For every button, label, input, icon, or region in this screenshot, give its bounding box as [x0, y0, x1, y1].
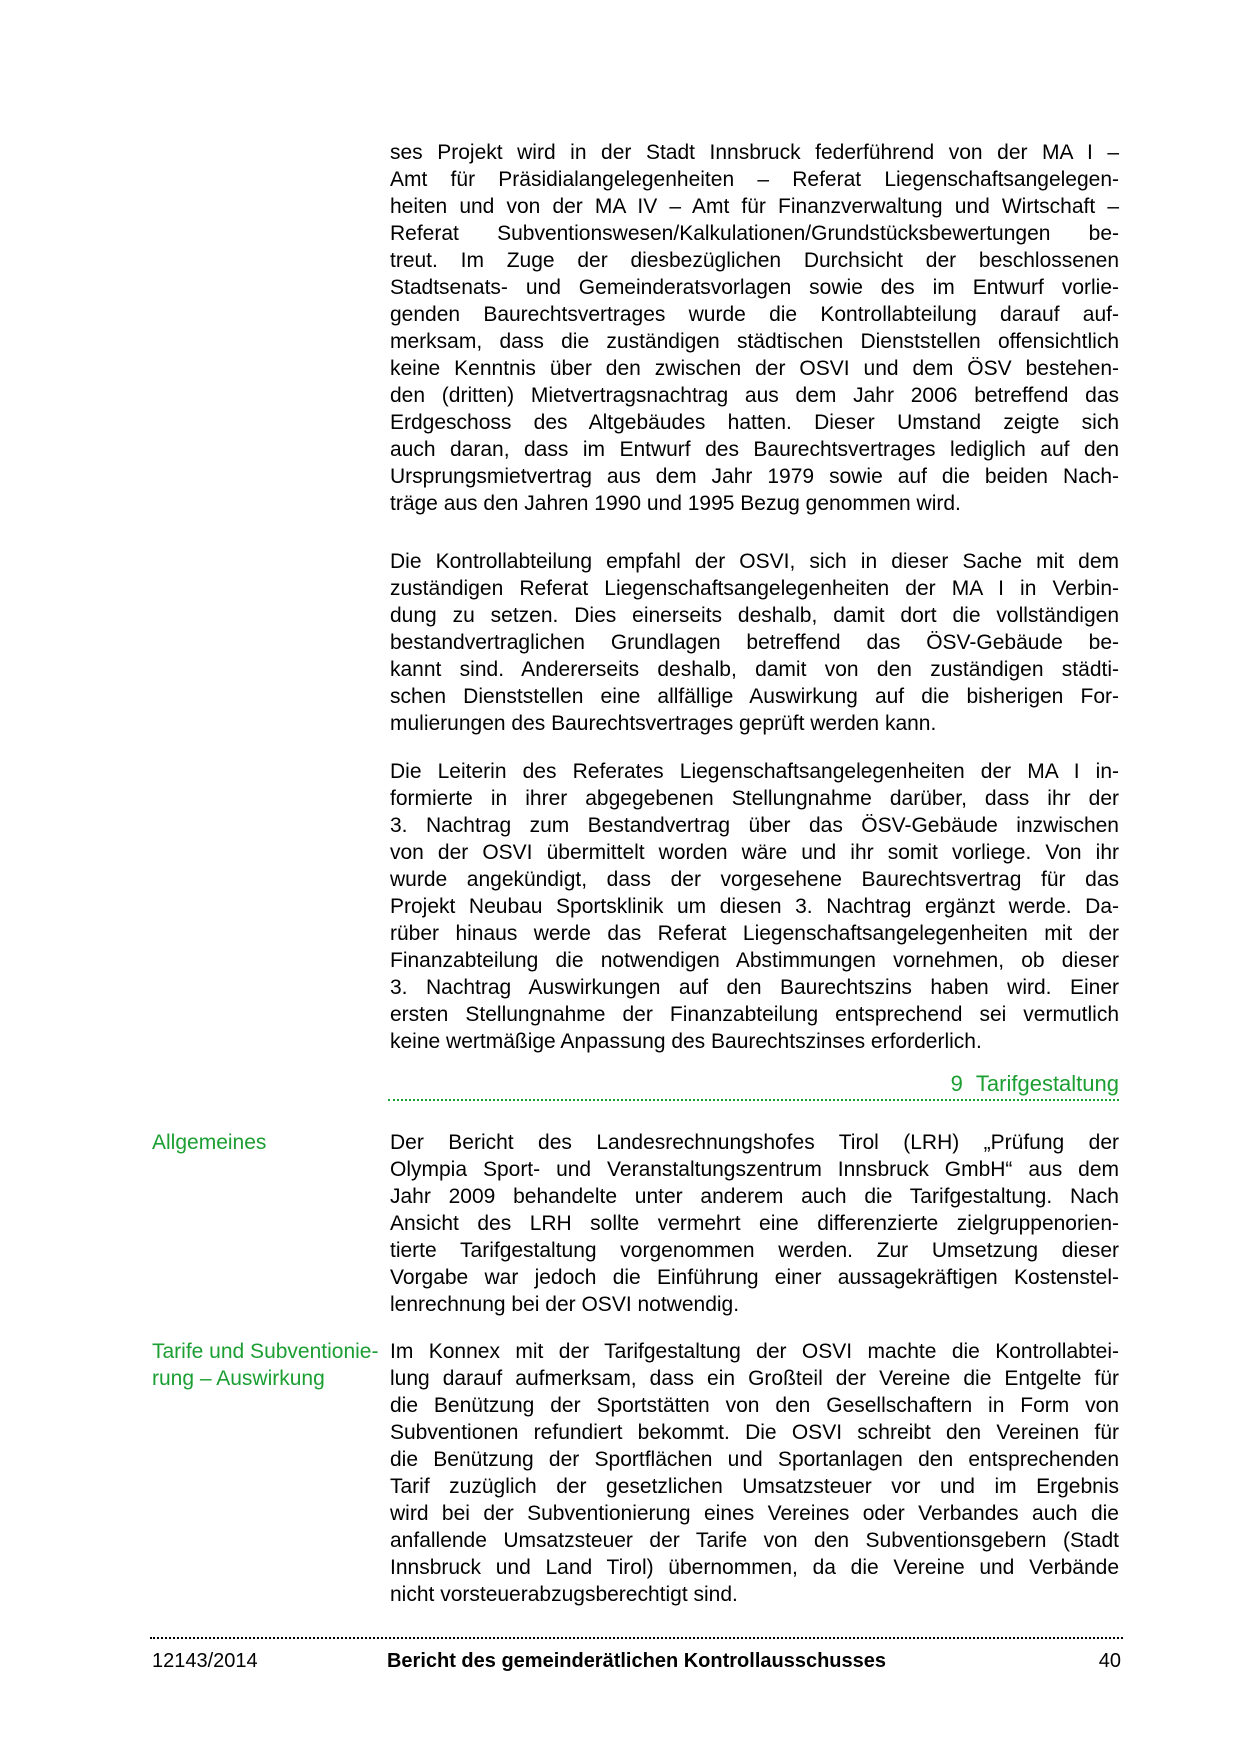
- margin-label: [152, 1129, 388, 1156]
- paragraph-line: lenrechnung bei der OSVI notwendig.: [390, 1293, 740, 1316]
- paragraph-line: träge aus den Jahren 1990 und 1995 Bezug genommen wird.: [390, 492, 961, 515]
- paragraph-line: auch daran, dass im Entwurf des Baurechtsvertrages lediglich auf den: [390, 438, 1119, 461]
- paragraph-line: ses Projekt wird in der Stadt Innsbruck federführend von der MA I –: [390, 141, 1119, 164]
- paragraph: [390, 548, 1119, 737]
- paragraph-line: 3. Nachtrag Auswirkungen auf den Baurechtszins haben wird. Einer: [390, 976, 1119, 999]
- paragraph-line: Projekt Neubau Sportsklinik um diesen 3. Nachtrag ergänzt werde. Da-: [390, 895, 1119, 918]
- paragraph-line: schen Dienststellen eine allfällige Auswirkung auf die bisherigen For-: [390, 685, 1119, 708]
- paragraph: [390, 1129, 1119, 1318]
- paragraph-line: bestandvertraglichen Grundlagen betreffend das ÖSV-Gebäude be-: [390, 631, 1119, 654]
- paragraph-line: rüber hinaus werde das Referat Liegenschaftsangelegenheiten mit der: [390, 922, 1119, 945]
- paragraph-line: Erdgeschoss des Altgebäudes hatten. Dieser Umstand zeigte sich: [390, 411, 1119, 434]
- paragraph-line: Innsbruck und Land Tirol) übernommen, da die Vereine und Verbände: [390, 1556, 1119, 1579]
- section-title: Tarifgestaltung: [975, 1071, 1119, 1096]
- paragraph: [390, 1338, 1119, 1608]
- paragraph-line: Die Leiterin des Referates Liegenschaftsangelegenheiten der MA I in-: [390, 760, 1119, 783]
- paragraph-line: mulierungen des Baurechtsvertrages geprüft werden kann.: [390, 712, 937, 735]
- paragraph-line: 3. Nachtrag zum Bestandvertrag über das ÖSV-Gebäude inzwischen: [390, 814, 1119, 837]
- paragraph-line: Vorgabe war jedoch die Einführung einer aussagekräftigen Kostenstel-: [390, 1266, 1119, 1289]
- paragraph-line: Olympia Sport- und Veranstaltungszentrum Innsbruck GmbH“ aus dem: [390, 1158, 1119, 1181]
- paragraph-line: nicht vorsteuerabzugsberechtigt sind.: [390, 1583, 738, 1606]
- paragraph-line: Die Kontrollabteilung empfahl der OSVI, sich in dieser Sache mit dem: [390, 550, 1119, 573]
- paragraph-line: Jahr 2009 behandelte unter anderem auch die Tarifgestaltung. Nach: [390, 1185, 1119, 1208]
- margin-label: [152, 1338, 388, 1392]
- paragraph-line: Tarif zuzüglich der gesetzlichen Umsatzsteuer vor und im Ergebnis: [390, 1475, 1119, 1498]
- paragraph-line: merksam, dass die zuständigen städtischen Dienststellen offensichtlich: [390, 330, 1119, 353]
- footer-page-number: 40: [1098, 1650, 1121, 1672]
- paragraph-line: die Benützung der Sportflächen und Sportanlagen den entsprechenden: [390, 1448, 1119, 1471]
- paragraph-line: von der OSVI übermittelt worden wäre und ihr somit vorliege. Von ihr: [390, 841, 1119, 864]
- paragraph-line: anfallende Umsatzsteuer der Tarife von den Subventionsgebern (Stadt: [390, 1529, 1119, 1552]
- paragraph-line: Amt für Präsidialangelegenheiten – Referat Liegenschaftsangelegen-: [390, 168, 1119, 191]
- paragraph-line: lung darauf aufmerksam, dass ein Großteil der Vereine die Entgelte für: [390, 1367, 1119, 1390]
- paragraph-line: tierte Tarifgestaltung vorgenommen werden. Zur Umsetzung dieser: [390, 1239, 1119, 1262]
- paragraph-line: genden Baurechtsvertrages wurde die Kontrollabteilung darauf auf-: [390, 303, 1119, 326]
- paragraph: [390, 139, 1119, 517]
- paragraph-line: wurde angekündigt, dass der vorgesehene Baurechtsvertrag für das: [390, 868, 1119, 891]
- paragraph: [390, 758, 1119, 1055]
- paragraph-line: keine wertmäßige Anpassung des Baurechtszinses erforderlich.: [390, 1030, 982, 1053]
- paragraph-line: Finanzabteilung die notwendigen Abstimmungen vornehmen, ob dieser: [390, 949, 1119, 972]
- section-number: 9: [950, 1071, 963, 1096]
- paragraph-line: Ursprungsmietvertrag aus dem Jahr 1979 sowie auf die beiden Nach-: [390, 465, 1119, 488]
- paragraph-line: die Benützung der Sportstätten von den Gesellschaftern in Form von: [390, 1394, 1119, 1417]
- paragraph-line: Stadtsenats- und Gemeinderatsvorlagen sowie des im Entwurf vorlie-: [390, 276, 1119, 299]
- paragraph-line: treut. Im Zuge der diesbezüglichen Durchsicht der beschlossenen: [390, 249, 1119, 272]
- paragraph-line: Ansicht des LRH sollte vermehrt eine differenzierte zielgruppenorien-: [390, 1212, 1119, 1235]
- footer-divider: [150, 1637, 1123, 1639]
- paragraph-line: ersten Stellungnahme der Finanzabteilung entsprechend sei vermutlich: [390, 1003, 1119, 1026]
- page-footer: [150, 1648, 1123, 1674]
- paragraph-line: den (dritten) Mietvertragsnachtrag aus dem Jahr 2006 betreffend das: [390, 384, 1119, 407]
- paragraph-line: heiten und von der MA IV – Amt für Finanzverwaltung und Wirtschaft –: [390, 195, 1119, 218]
- section-heading: [388, 1070, 1119, 1101]
- paragraph-line: wird bei der Subventionierung eines Vereines oder Verbandes auch die: [390, 1502, 1119, 1525]
- paragraph-line: dung zu setzen. Dies einerseits deshalb, damit dort die vollständigen: [390, 604, 1119, 627]
- paragraph-line: Referat Subventionswesen/Kalkulationen/Grundstücksbewertungen be-: [390, 222, 1119, 245]
- paragraph-line: formierte in ihrer abgegebenen Stellungnahme darüber, dass ihr der: [390, 787, 1119, 810]
- paragraph-line: keine Kenntnis über den zwischen der OSVI und dem ÖSV bestehen-: [390, 357, 1119, 380]
- margin-label-line: rung – Auswirkung: [152, 1367, 325, 1390]
- paragraph-line: kannt sind. Andererseits deshalb, damit von den zuständigen städti-: [390, 658, 1119, 681]
- paragraph-line: Der Bericht des Landesrechnungshofes Tirol (LRH) „Prüfung der: [390, 1131, 1119, 1154]
- footer-title: Bericht des gemeinderätlichen Kontrollausschusses: [386, 1650, 887, 1672]
- footer-doc-number: 12143/2014: [152, 1650, 258, 1672]
- paragraph-line: Subventionen refundiert bekommt. Die OSVI schreibt den Vereinen für: [390, 1421, 1119, 1444]
- margin-label-line: Tarife und Subventionie-: [152, 1340, 379, 1363]
- paragraph-line: zuständigen Referat Liegenschaftsangelegenheiten der MA I in Verbin-: [390, 577, 1119, 600]
- margin-label-line: Allgemeines: [152, 1131, 267, 1154]
- paragraph-line: Im Konnex mit der Tarifgestaltung der OSVI machte die Kontrollabtei-: [390, 1340, 1119, 1363]
